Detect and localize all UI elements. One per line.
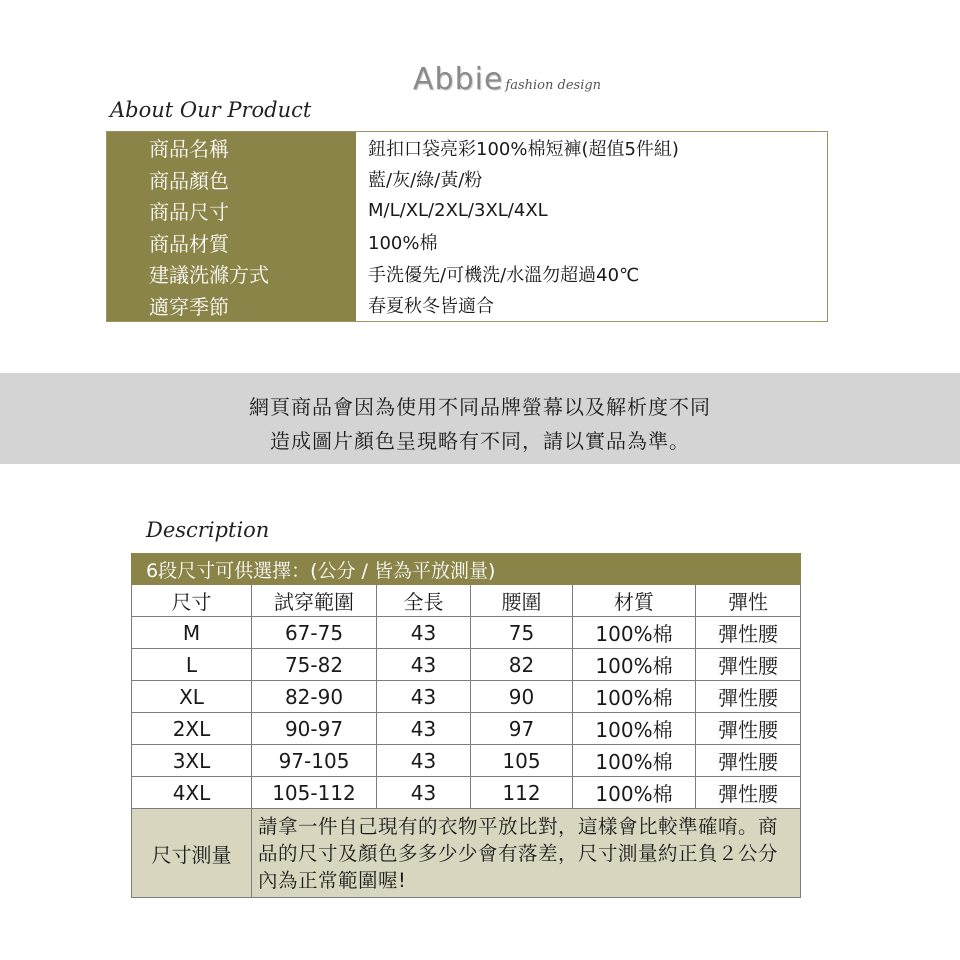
table-cell: 43 bbox=[377, 649, 471, 681]
table-cell: 3XL bbox=[132, 745, 252, 777]
table-cell: 97 bbox=[471, 713, 573, 745]
column-header: 彈性 bbox=[696, 585, 801, 617]
info-value: 100%棉 bbox=[368, 233, 438, 255]
table-cell: 100%棉 bbox=[573, 713, 696, 745]
table-cell: 82-90 bbox=[252, 681, 377, 713]
table-cell: 彈性腰 bbox=[696, 713, 801, 745]
color-disclaimer-banner bbox=[0, 373, 960, 464]
table-row bbox=[132, 713, 801, 745]
size-chart-table bbox=[131, 553, 801, 898]
table-cell: 100%棉 bbox=[573, 649, 696, 681]
table-cell: 彈性腰 bbox=[696, 681, 801, 713]
measurement-note-label: 尺寸測量 bbox=[132, 809, 252, 898]
disclaimer-line-2: 造成圖片顏色呈現略有不同，請以實品為準。 bbox=[270, 429, 690, 453]
table-cell: 97-105 bbox=[252, 745, 377, 777]
info-row bbox=[107, 132, 827, 164]
table-cell: 43 bbox=[377, 617, 471, 649]
info-label: 建議洗滌方式 bbox=[107, 258, 356, 290]
table-cell: XL bbox=[132, 681, 252, 713]
measurement-note-text: 請拿一件自己現有的衣物平放比對，這樣會比較準確唷。商品的尺寸及顏色多多少少會有落差，尺寸測量約正負２公分內為正常範圍喔! bbox=[252, 809, 801, 898]
table-cell: 67-75 bbox=[252, 617, 377, 649]
table-cell: 75 bbox=[471, 617, 573, 649]
table-cell: 彈性腰 bbox=[696, 745, 801, 777]
size-chart-header-row bbox=[132, 585, 801, 617]
table-cell: M bbox=[132, 617, 252, 649]
info-label: 商品尺寸 bbox=[107, 195, 356, 227]
info-value: 鈕扣口袋亮彩100%棉短褲(超值5件組) bbox=[368, 138, 679, 160]
brand-logo bbox=[413, 62, 601, 97]
info-row bbox=[107, 195, 827, 227]
info-row bbox=[107, 290, 827, 322]
table-cell: 100%棉 bbox=[573, 617, 696, 649]
column-header: 尺寸 bbox=[132, 585, 252, 617]
table-cell: 43 bbox=[377, 681, 471, 713]
info-label: 商品名稱 bbox=[107, 132, 356, 164]
measurement-note-row bbox=[132, 809, 801, 898]
table-cell: 90 bbox=[471, 681, 573, 713]
table-cell: 43 bbox=[377, 713, 471, 745]
info-label: 商品材質 bbox=[107, 227, 356, 259]
table-cell: 43 bbox=[377, 777, 471, 809]
table-cell: 彈性腰 bbox=[696, 777, 801, 809]
disclaimer-line-1: 網頁商品會因為使用不同品牌螢幕以及解析度不同 bbox=[249, 395, 711, 419]
table-cell: 43 bbox=[377, 745, 471, 777]
table-cell: 2XL bbox=[132, 713, 252, 745]
column-header: 試穿範圍 bbox=[252, 585, 377, 617]
table-cell: 90-97 bbox=[252, 713, 377, 745]
table-cell: 82 bbox=[471, 649, 573, 681]
column-header: 腰圍 bbox=[471, 585, 573, 617]
column-header: 材質 bbox=[573, 585, 696, 617]
size-chart-caption-row bbox=[132, 554, 801, 585]
table-cell: 105 bbox=[471, 745, 573, 777]
size-chart-caption: 6段尺寸可供選擇：(公分 / 皆為平放測量) bbox=[132, 554, 801, 585]
table-row bbox=[132, 777, 801, 809]
table-cell: 彈性腰 bbox=[696, 649, 801, 681]
info-value: 手洗優先/可機洗/水溫勿超過40℃ bbox=[368, 264, 640, 286]
table-cell: 112 bbox=[471, 777, 573, 809]
table-cell: 100%棉 bbox=[573, 745, 696, 777]
info-label: 適穿季節 bbox=[107, 290, 356, 322]
table-row bbox=[132, 617, 801, 649]
about-product-heading: About Our Product bbox=[110, 98, 312, 122]
info-row bbox=[107, 227, 827, 259]
info-value: M/L/XL/2XL/3XL/4XL bbox=[368, 200, 548, 222]
info-value: 春夏秋冬皆適合 bbox=[368, 296, 494, 318]
product-info-table bbox=[106, 131, 828, 322]
table-cell: 100%棉 bbox=[573, 777, 696, 809]
table-cell: 75-82 bbox=[252, 649, 377, 681]
table-cell: 105-112 bbox=[252, 777, 377, 809]
description-heading: Description bbox=[146, 518, 270, 542]
info-row bbox=[107, 258, 827, 290]
table-row bbox=[132, 649, 801, 681]
info-label: 商品顏色 bbox=[107, 164, 356, 196]
column-header: 全長 bbox=[377, 585, 471, 617]
table-row bbox=[132, 745, 801, 777]
brand-name: Abbie bbox=[413, 62, 504, 97]
table-cell: 4XL bbox=[132, 777, 252, 809]
brand-tagline: fashion design bbox=[505, 78, 602, 93]
table-row bbox=[132, 681, 801, 713]
table-cell: 彈性腰 bbox=[696, 617, 801, 649]
table-cell: L bbox=[132, 649, 252, 681]
info-value: 藍/灰/綠/黃/粉 bbox=[368, 170, 483, 192]
info-row bbox=[107, 164, 827, 196]
table-cell: 100%棉 bbox=[573, 681, 696, 713]
